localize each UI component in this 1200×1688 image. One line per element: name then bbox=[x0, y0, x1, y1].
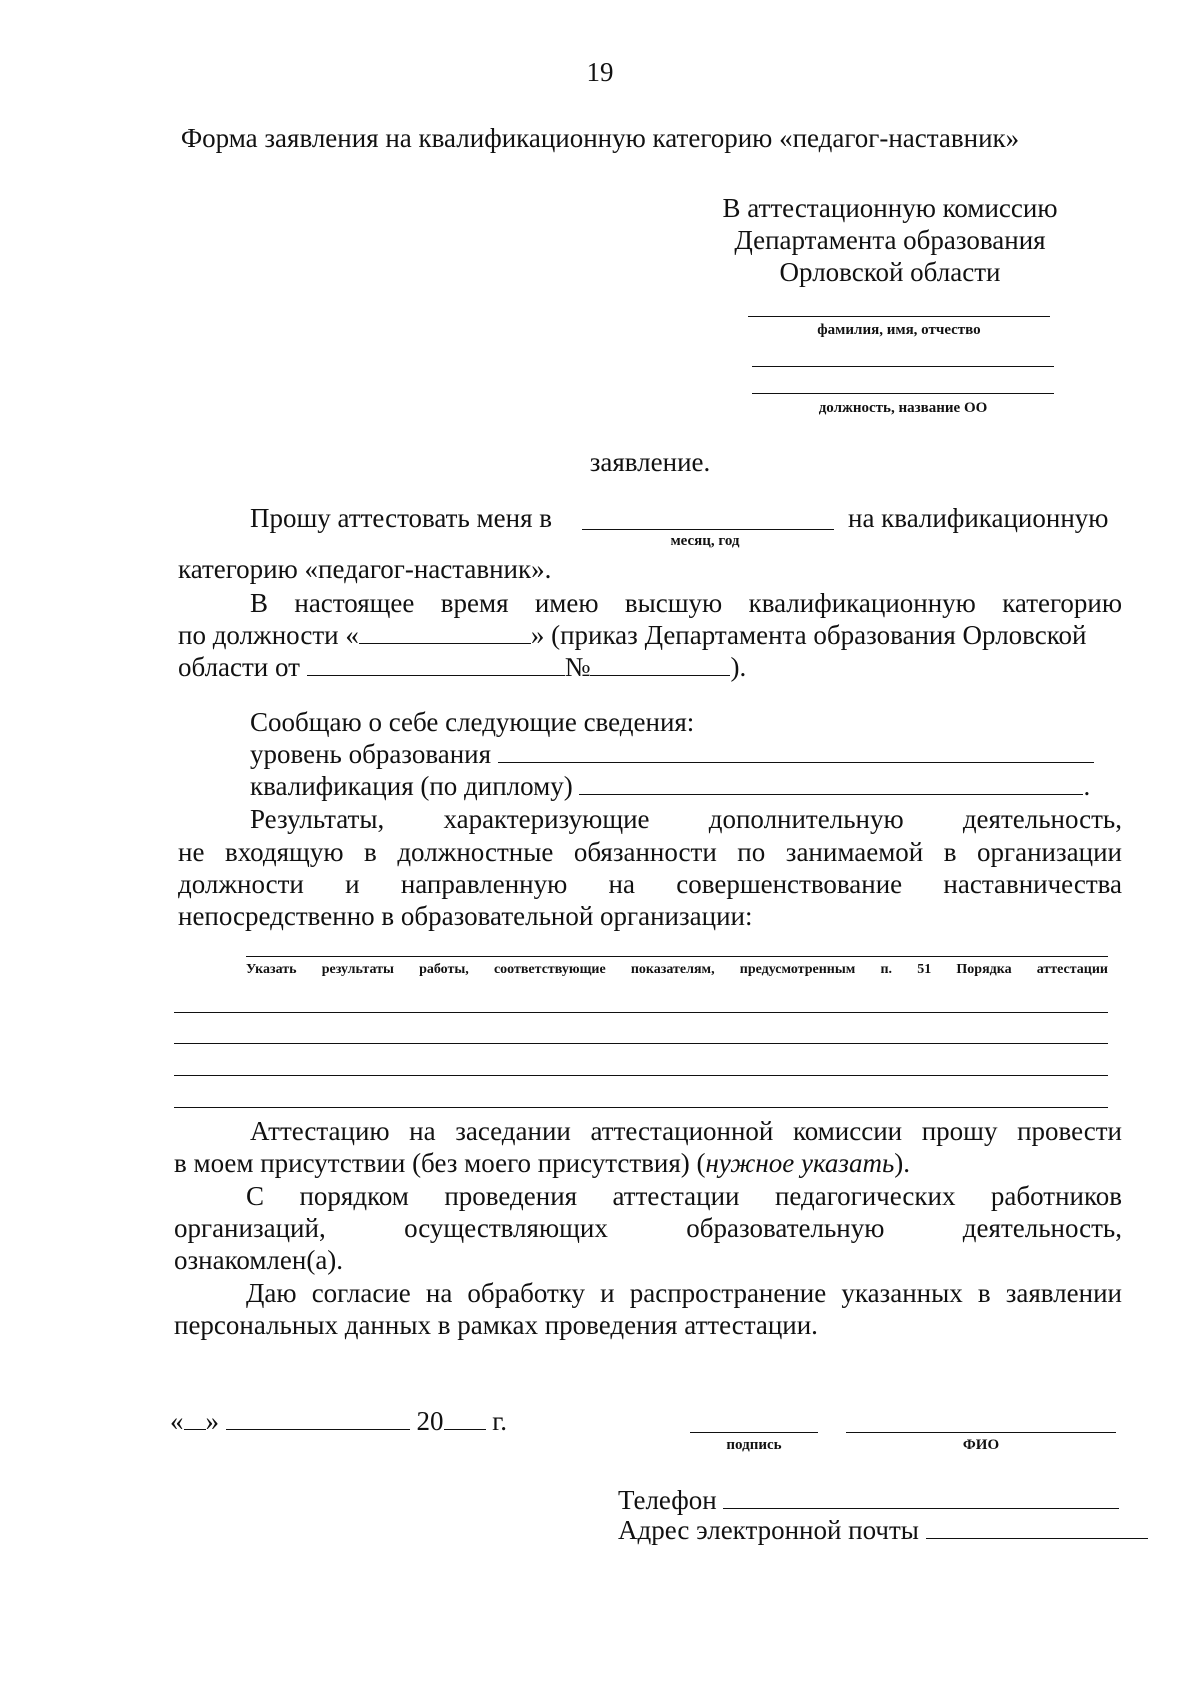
position-line-1 bbox=[752, 366, 1054, 367]
results-blank-0 bbox=[246, 956, 1108, 957]
phone-row bbox=[618, 1484, 1119, 1516]
results-blank-1 bbox=[174, 1012, 1108, 1013]
form-title: Форма заявления на квалификационную категорию «педагог-наставник» bbox=[180, 123, 1020, 153]
position-blank bbox=[359, 619, 531, 644]
signature-caption: подпись bbox=[726, 1437, 782, 1453]
para1-part2: на квалификационную bbox=[848, 503, 1109, 533]
results-line1-text: Результаты, характеризующие дополнительную деятельность, bbox=[250, 804, 1122, 834]
results-line2 bbox=[178, 836, 1122, 868]
order-date-blank bbox=[307, 651, 565, 676]
para2-line2-b: » (приказ Департамента образования Орловской bbox=[530, 620, 1087, 650]
date-row bbox=[170, 1405, 507, 1437]
results-hint bbox=[246, 962, 1108, 978]
info-intro: Сообщаю о себе следующие сведения: bbox=[250, 707, 695, 737]
position-caption: должность, название ОО bbox=[818, 400, 988, 416]
para2-line3 bbox=[178, 651, 746, 683]
education-label: уровень образования bbox=[250, 739, 492, 769]
position-line-2 bbox=[752, 393, 1054, 394]
para2-line1 bbox=[250, 587, 1122, 619]
email-row bbox=[618, 1514, 1148, 1546]
date-quote-open: « bbox=[170, 1406, 184, 1436]
date-quote-close: » bbox=[205, 1406, 219, 1436]
fio-signature-caption: ФИО bbox=[962, 1437, 1000, 1453]
para2-line3-c: ). bbox=[730, 652, 747, 682]
procedure-line2-text: организаций, осуществляющих образовательную деятельность, bbox=[174, 1213, 1122, 1243]
procedure-line1-text: С порядком проведения аттестации педагогических работников bbox=[246, 1181, 1122, 1211]
month-year-caption: месяц, год bbox=[670, 533, 740, 549]
page-number: 19 bbox=[586, 57, 614, 87]
para1-part1: Прошу аттестовать меня в bbox=[250, 503, 552, 533]
attestation-line2-italic: нужное указать bbox=[705, 1148, 895, 1178]
para2-line2 bbox=[178, 619, 1086, 651]
email-blank bbox=[926, 1514, 1148, 1539]
education-row bbox=[250, 738, 1094, 770]
qualification-end: . bbox=[1083, 771, 1091, 801]
statement-heading: заявление. bbox=[589, 447, 711, 477]
para2-line3-a: области от bbox=[178, 652, 300, 682]
fio-caption: фамилия, имя, отчество bbox=[817, 322, 981, 338]
signature-line bbox=[690, 1432, 818, 1433]
phone-label: Телефон bbox=[618, 1485, 717, 1515]
email-label: Адрес электронной почты bbox=[618, 1515, 919, 1545]
year-blank bbox=[444, 1405, 486, 1430]
results-hint-text: Указать результаты работы, соответствующие показателям, предусмотренным п. 51 Порядка аттестации bbox=[246, 962, 1108, 977]
consent-line2: персональных данных в рамках проведения аттестации. bbox=[174, 1310, 818, 1340]
year-suffix: г. bbox=[492, 1406, 508, 1436]
qualification-blank bbox=[579, 770, 1083, 795]
education-blank bbox=[498, 738, 1094, 763]
results-line1 bbox=[250, 803, 1122, 835]
month-year-line bbox=[582, 529, 834, 530]
procedure-line3: ознакомлен(а). bbox=[174, 1245, 344, 1275]
attestation-line2-b: ). bbox=[894, 1148, 910, 1178]
attestation-line2-a: в моем присутствии (без моего присутствия) ( bbox=[174, 1148, 706, 1178]
fio-line bbox=[748, 316, 1050, 317]
results-blank-4 bbox=[174, 1107, 1108, 1108]
addressee-line-1: В аттестационную комиссию bbox=[722, 193, 1058, 223]
fio-signature-line bbox=[846, 1432, 1116, 1433]
order-number-blank bbox=[590, 651, 730, 676]
attestation-line1 bbox=[250, 1115, 1122, 1147]
results-line4: непосредственно в образовательной организации: bbox=[178, 901, 753, 931]
addressee-line-3: Орловской области bbox=[779, 257, 1001, 287]
procedure-line1 bbox=[246, 1180, 1122, 1212]
results-line2-text: не входящую в должностные обязанности по занимаемой в организации bbox=[178, 837, 1122, 867]
qualification-label: квалификация (по диплому) bbox=[250, 771, 573, 801]
para1-line2: категорию «педагог-наставник». bbox=[178, 554, 552, 584]
attestation-line1-text: Аттестацию на заседании аттестационной комиссии прошу провести bbox=[250, 1116, 1122, 1146]
para2-line1-text: В настоящее время имею высшую квалификационную категорию bbox=[250, 588, 1122, 618]
year-prefix: 20 bbox=[416, 1406, 444, 1436]
qualification-row bbox=[250, 770, 1090, 802]
month-blank bbox=[226, 1405, 410, 1430]
results-line3 bbox=[178, 868, 1122, 900]
results-line3-text: должности и направленную на совершенствование наставничества bbox=[178, 869, 1122, 899]
consent-line1-text: Даю согласие на обработку и распространение указанных в заявлении bbox=[246, 1278, 1122, 1308]
day-blank bbox=[184, 1405, 206, 1430]
addressee-line-2: Департамента образования bbox=[734, 225, 1046, 255]
results-blank-3 bbox=[174, 1075, 1108, 1076]
procedure-line2 bbox=[174, 1212, 1122, 1244]
para2-line3-b: № bbox=[564, 652, 591, 682]
para2-line2-a: по должности « bbox=[178, 620, 359, 650]
results-blank-2 bbox=[174, 1043, 1108, 1044]
attestation-line2 bbox=[174, 1147, 910, 1179]
phone-blank bbox=[723, 1484, 1119, 1509]
consent-line1 bbox=[246, 1277, 1122, 1309]
